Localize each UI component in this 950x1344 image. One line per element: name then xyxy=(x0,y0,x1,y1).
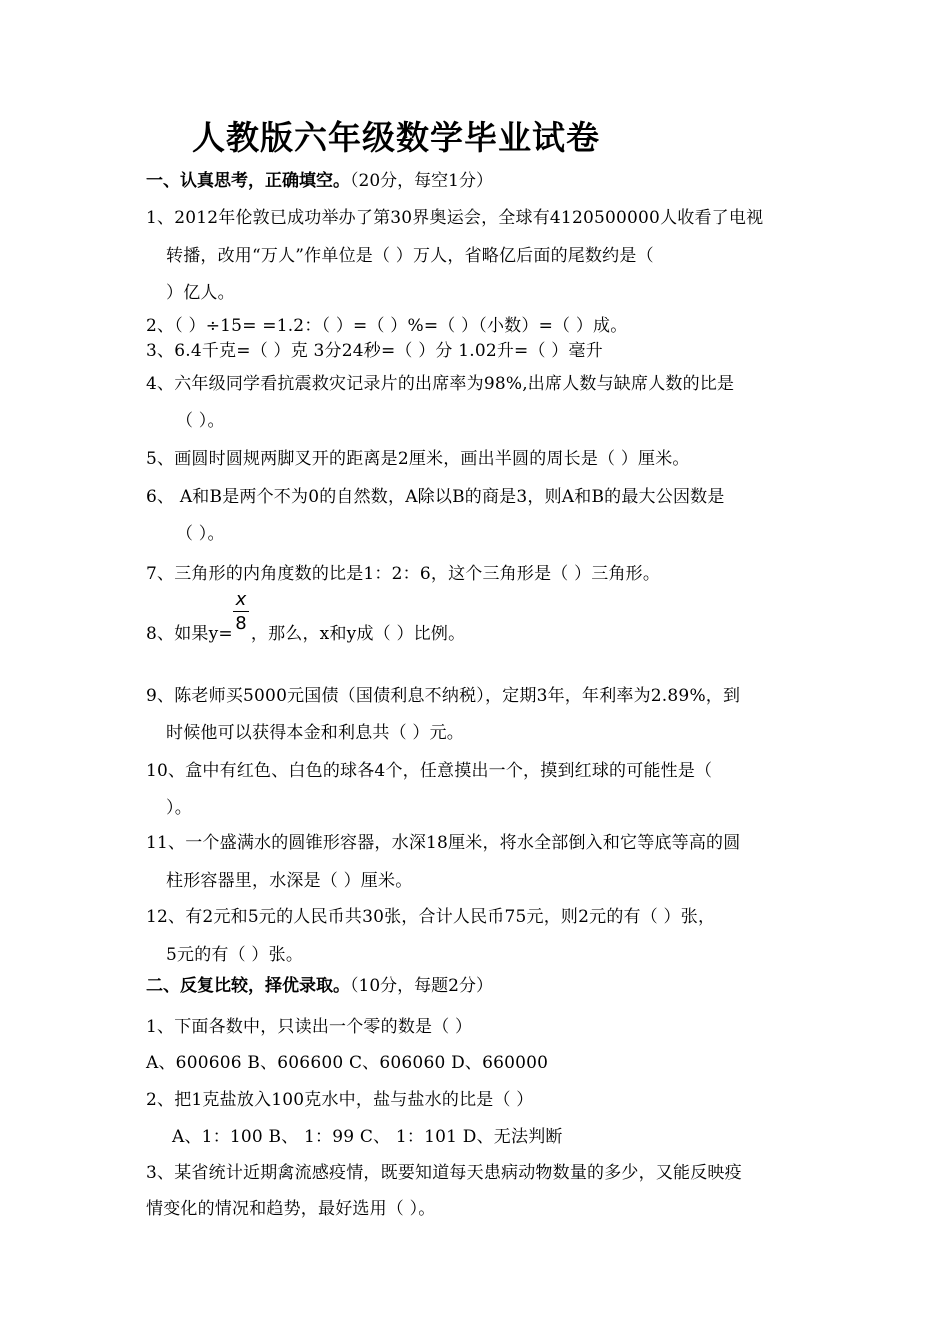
fraction-x-over-8 xyxy=(233,589,249,634)
choice-question-3-line-2: 情变化的情况和趋势，最好选用（ ）。 xyxy=(146,1199,436,1219)
question-7: 7、三角形的内角度数的比是1：2：6，这个三角形是（ ）三角形。 xyxy=(146,564,661,584)
choice-question-1: 1、下面各数中，只读出一个零的数是（ ） xyxy=(146,1017,473,1037)
question-6-line-2: （ ）。 xyxy=(176,524,225,544)
question-1-line-1: 1、2012年伦敦已成功举办了第30界奥运会，全球有4120500000人收看了电视 xyxy=(146,208,764,228)
choice-question-2-options: A、1：100 B、 1：99 C、 1：101 D、无法判断 xyxy=(172,1127,563,1147)
question-10-line-1: 10、盒中有红色、白色的球各4个，任意摸出一个，摸到红球的可能性是（ xyxy=(146,761,713,781)
question-10-line-2: ）。 xyxy=(166,798,192,818)
section-title: 二、反复比较，择优录取。 xyxy=(146,976,350,996)
question-4-line-2: （ ）。 xyxy=(176,411,225,431)
question-8-prefix: 8、如果y= xyxy=(146,624,233,644)
question-12-line-2: 5元的有（ ）张。 xyxy=(166,945,304,965)
choice-question-3-line-1: 3、某省统计近期禽流感疫情，既要知道每天患病动物数量的多少，又能反映疫 xyxy=(146,1163,742,1183)
section-heading-fill-in xyxy=(146,166,493,191)
fraction-denominator: 8 xyxy=(235,613,247,634)
question-1-line-3: ）亿人。 xyxy=(166,283,235,303)
question-6-line-1: 6、 A和B是两个不为0的自然数，A除以B的商是3，则A和B的最大公因数是 xyxy=(146,487,725,507)
question-1-line-2: 转播，改用“万人”作单位是（ ）万人，省略亿后面的尾数约是（ xyxy=(166,246,654,266)
fraction-bar xyxy=(233,611,249,612)
choice-question-1-options: A、600606 B、606600 C、606060 D、660000 xyxy=(146,1053,549,1073)
choice-question-2: 2、把1克盐放入100克水中，盐与盐水的比是（ ） xyxy=(146,1090,534,1110)
question-12-line-1: 12、有2元和5元的人民币共30张，合计人民币75元，则2元的有（ ）张， xyxy=(146,907,716,927)
question-8 xyxy=(146,619,465,644)
section-note: （10分，每题2分） xyxy=(350,976,493,996)
question-11-line-2: 柱形容器里，水深是（ ）厘米。 xyxy=(166,871,413,891)
question-5: 5、画圆时圆规两脚叉开的距离是2厘米，画出半圆的周长是（ ）厘米。 xyxy=(146,449,690,469)
page-title: 人教版六年级数学毕业试卷 xyxy=(192,118,600,157)
question-8-suffix: ，那么，x和y成（ ）比例。 xyxy=(250,624,466,644)
section-title: 一、认真思考，正确填空。 xyxy=(146,171,350,191)
question-9-line-2: 时候他可以获得本金和利息共（ ）元。 xyxy=(166,723,465,743)
fraction-numerator: x xyxy=(235,589,247,610)
question-11-line-1: 11、一个盛满水的圆锥形容器，水深18厘米，将水全部倒入和它等底等高的圆 xyxy=(146,833,741,853)
question-4-line-1: 4、六年级同学看抗震救灾记录片的出席率为98%,出席人数与缺席人数的比是 xyxy=(146,374,735,394)
question-9-line-1: 9、陈老师买5000元国债（国债利息不纳税），定期3年，年利率为2.89%，到 xyxy=(146,686,741,706)
question-2: 2、（ ）÷15= =1.2：（ ）=（ ）%=（ ）（小数）=（ ）成。 xyxy=(146,316,628,336)
section-note: （20分，每空1分） xyxy=(350,171,493,191)
question-3: 3、6.4千克=（ ）克 3分24秒=（ ）分 1.02升=（ ）毫升 xyxy=(146,341,603,361)
section-heading-multiple-choice xyxy=(146,971,493,996)
